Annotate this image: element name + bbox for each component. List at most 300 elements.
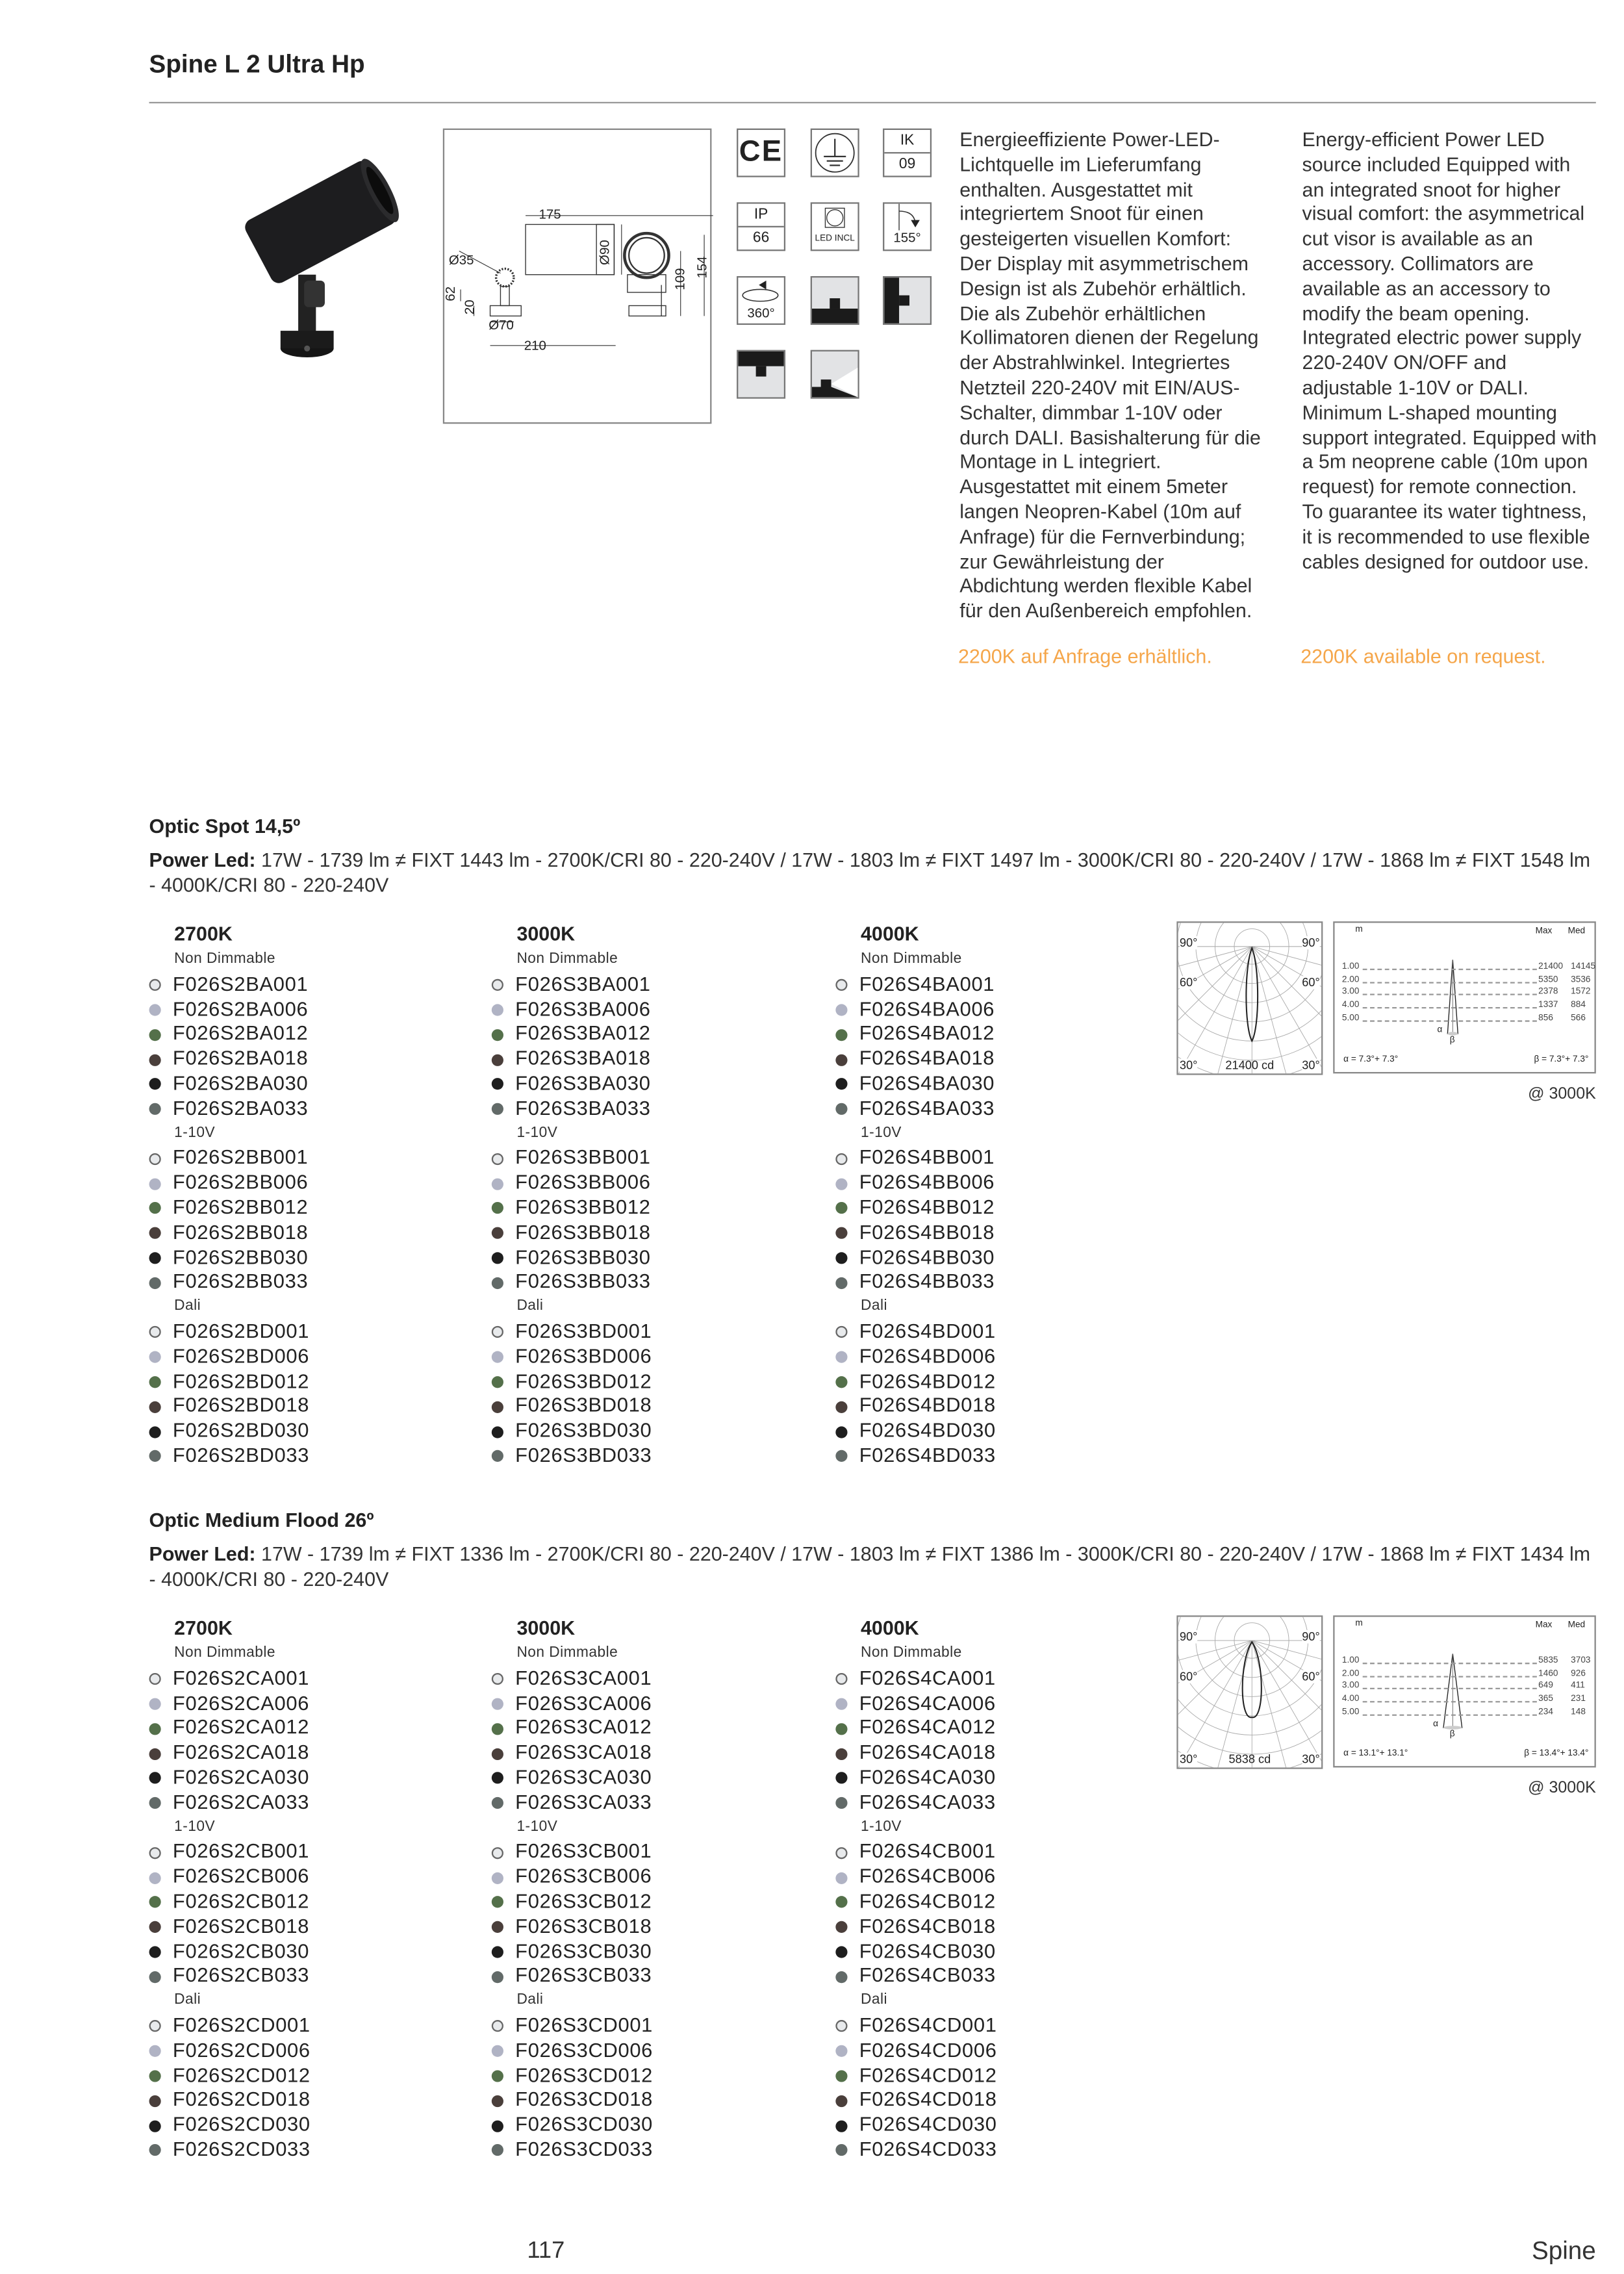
product-code-item[interactable] [492, 1047, 817, 1072]
product-code-item[interactable] [492, 1915, 817, 1939]
med-lux: 3536 [1571, 975, 1591, 985]
finish-color-swatch-icon [492, 1079, 503, 1090]
med-lux: 1572 [1571, 988, 1591, 997]
product-code-item[interactable] [149, 1791, 474, 1815]
product-code-item[interactable] [492, 1791, 817, 1815]
product-code-item[interactable] [492, 1320, 817, 1345]
beta-marker: β [1449, 1036, 1455, 1046]
power-led-spec [149, 1542, 1596, 1592]
finish-color-swatch-icon [492, 1178, 503, 1190]
product-code: F026S4BA001 [859, 973, 995, 995]
product-code-item[interactable] [835, 1320, 1160, 1345]
max-lux: 2378 [1538, 988, 1558, 997]
beta-angle: β = 13.4°+ 13.4° [1524, 1750, 1589, 1759]
max-lux: 234 [1538, 1708, 1553, 1717]
product-code: F026S2BB001 [172, 1146, 309, 1169]
product-code: F026S4CA030 [859, 1766, 996, 1789]
product-code: F026S4CA018 [859, 1741, 996, 1764]
product-code-item[interactable] [492, 1394, 817, 1419]
product-code-item[interactable] [149, 1370, 474, 1394]
product-code: F026S3BB030 [515, 1246, 651, 1268]
power-led-values: 17W - 1739 lm ≠ FIXT 1443 lm - 2700K/CRI 80 - 220-240V / 17W - 1803 lm ≠ FIXT 1497 lm - 3000K/CRI 80 - 220-240V / 17W - 1868 lm ≠ FIXT 1548 lm - 4000K/CRI 80 - 220-240V [149, 849, 1591, 897]
product-photo [233, 145, 418, 366]
product-code-item[interactable] [149, 1097, 474, 1121]
product-code: F026S2CD012 [172, 2063, 311, 2086]
product-code-item[interactable] [835, 2088, 1160, 2113]
finish-color-swatch-icon [492, 979, 503, 991]
product-code-item[interactable] [492, 1072, 817, 1097]
product-code: F026S3CA033 [515, 1791, 652, 1813]
product-code: F026S4CD030 [859, 2113, 997, 2136]
polar-intensity-chart [1176, 921, 1323, 1075]
product-code: F026S2CB033 [172, 1964, 310, 1987]
product-code-item[interactable] [149, 1196, 474, 1221]
product-code: F026S3CD018 [515, 2088, 653, 2111]
product-code: F026S4CB018 [859, 1915, 996, 1937]
product-code: F026S4BA033 [859, 1097, 995, 1119]
product-code: F026S2CB006 [172, 1865, 310, 1887]
product-code: F026S2CD033 [172, 2138, 311, 2160]
polar-intensity-chart [1176, 1615, 1323, 1769]
finish-color-swatch-icon [835, 979, 847, 991]
finish-color-swatch-icon [835, 1004, 847, 1016]
finish-color-swatch-icon [149, 2145, 161, 2156]
illuminance-row [1341, 962, 1596, 973]
product-code: F026S2BD012 [172, 1370, 310, 1392]
product-code: F026S4BA012 [859, 1022, 995, 1045]
dimming-type-label: Non Dimmable [174, 1644, 275, 1661]
ik-value: 09 [898, 156, 916, 173]
finish-color-swatch-icon [492, 1252, 503, 1264]
product-code-item[interactable] [835, 1692, 1160, 1717]
product-code: F026S3BA001 [515, 973, 651, 995]
med-header: Med [1567, 927, 1586, 936]
product-code: F026S4BB033 [859, 1270, 995, 1293]
product-code-item[interactable] [492, 1667, 817, 1691]
description-german: Energieeffiziente Power-LED-Lichtquelle im Lieferumfang enthalten. Ausgestattet mit integriertem Snoot für einen gesteigerten visuellen Komfort: Der Display mit asymmetrischem Design ist als Zubehör erhältlich. Die als Zubehör erhältlichen Kollimatoren dienen der Regelung der Abstrahlwinkel. Integriertes Netzteil 220-240V mit EIN/AUS-Schalter, dimmbar 1-10V oder durch DALI. Basishalterung für die Montage in L integriert. Ausgestattet mit einem 5meter langen Neopren-Kabel (10m auf Anfrage) für die Fernverbindung; zur Gewährleistung der Abdichtung werden flexible Kabel für den Außenbereich empfohlen. [959, 128, 1261, 622]
product-code-item[interactable] [149, 2014, 474, 2039]
product-code-item[interactable] [492, 1965, 817, 1989]
finish-color-swatch-icon [149, 1178, 161, 1190]
distance: 2.00 [1341, 975, 1360, 985]
product-code: F026S2BA001 [172, 973, 309, 995]
ik-label: IK [884, 130, 930, 153]
illuminance-row [1342, 1013, 1593, 1025]
product-code-item[interactable] [149, 1890, 474, 1915]
finish-color-swatch-icon [835, 1872, 847, 1884]
product-code: F026S4BB030 [859, 1246, 995, 1268]
finish-color-swatch-icon [835, 1748, 847, 1759]
max-lux: 1460 [1538, 1669, 1558, 1679]
product-code-item[interactable] [492, 2088, 817, 2113]
cct-heading: 4000K [860, 923, 919, 945]
cct-column-3000K [492, 1617, 817, 2163]
finish-color-swatch-icon [492, 1376, 503, 1388]
product-code-item[interactable] [835, 1667, 1160, 1691]
product-code-item[interactable] [149, 1394, 474, 1419]
product-code: F026S3CB018 [515, 1915, 652, 1937]
med-lux: 566 [1571, 1014, 1586, 1023]
product-code-item[interactable] [149, 1246, 474, 1270]
product-code-item[interactable] [149, 1865, 474, 1890]
angle-label-30-right: 30° [1302, 1058, 1320, 1072]
product-code-item[interactable] [835, 1965, 1160, 1989]
power-led-spec [149, 848, 1596, 898]
product-code-item[interactable] [149, 2039, 474, 2063]
product-code-item[interactable] [835, 1196, 1160, 1221]
finish-color-swatch-icon [492, 1425, 503, 1437]
product-code-item[interactable] [149, 2138, 474, 2163]
dimming-type-label: Dali [860, 1992, 887, 2009]
product-code: F026S2CA018 [172, 1741, 310, 1764]
product-code-item[interactable] [835, 1865, 1160, 1890]
finish-color-swatch-icon [492, 1971, 503, 1982]
finish-color-swatch-icon [492, 1797, 503, 1809]
product-code-item[interactable] [492, 1146, 817, 1171]
product-code-item[interactable] [835, 1047, 1160, 1072]
product-code-item[interactable] [835, 1221, 1160, 1246]
product-code-item[interactable] [835, 1394, 1160, 1419]
finish-color-swatch-icon [835, 2120, 847, 2132]
product-code-item[interactable] [835, 1939, 1160, 1964]
illuminance-row [1342, 1668, 1593, 1680]
finish-color-swatch-icon [835, 2021, 847, 2032]
finish-color-swatch-icon [835, 1723, 847, 1735]
product-code: F026S3CD033 [515, 2138, 653, 2160]
product-code-item[interactable] [835, 1890, 1160, 1915]
product-code: F026S2CB012 [172, 1889, 310, 1913]
finish-color-swatch-icon [492, 2070, 503, 2082]
med-lux: 14145 [1571, 962, 1596, 972]
product-code: F026S3BA033 [515, 1097, 651, 1119]
product-code-item[interactable] [149, 2063, 474, 2088]
product-code: F026S2CA001 [172, 1667, 310, 1689]
ik-rating-icon [883, 129, 932, 177]
dimension-d70: Ø70 [488, 317, 514, 333]
max-lux: 5350 [1538, 975, 1558, 985]
product-code: F026S2BA018 [172, 1047, 309, 1069]
illuminance-row [1342, 974, 1593, 986]
product-code-item[interactable] [149, 1221, 474, 1246]
dimming-type-label: Dali [516, 1992, 544, 2009]
product-code-item[interactable] [835, 1766, 1160, 1791]
finish-color-swatch-icon [835, 1351, 847, 1363]
finish-color-swatch-icon [835, 1772, 847, 1784]
note-english: 2200K available on request. [1300, 645, 1546, 668]
product-code-item[interactable] [835, 1791, 1160, 1815]
med-lux: 3703 [1571, 1656, 1591, 1666]
finish-color-swatch-icon [149, 1029, 161, 1041]
product-code: F026S3CD030 [515, 2113, 653, 2136]
product-code-item[interactable] [149, 1717, 474, 1741]
product-code-item[interactable] [835, 2114, 1160, 2138]
product-code-item[interactable] [149, 973, 474, 997]
finish-color-swatch-icon [492, 1723, 503, 1735]
product-code-item[interactable] [149, 1444, 474, 1469]
finish-color-swatch-icon [492, 1029, 503, 1041]
product-code-item[interactable] [835, 1146, 1160, 1171]
product-code-item[interactable] [149, 1692, 474, 1717]
product-code: F026S2BD006 [172, 1344, 310, 1367]
product-code: F026S3CD006 [515, 2039, 653, 2062]
product-code: F026S4CB001 [859, 1840, 996, 1863]
product-code-item[interactable] [492, 2039, 817, 2063]
product-code-item[interactable] [835, 1171, 1160, 1196]
product-code-item[interactable] [149, 1146, 474, 1171]
dimension-d35: Ø35 [448, 252, 474, 268]
illuminance-row [1342, 1681, 1593, 1693]
product-code-item[interactable] [835, 1717, 1160, 1741]
cct-heading: 4000K [860, 1616, 919, 1639]
finish-color-swatch-icon [149, 1054, 161, 1066]
product-code-item[interactable] [835, 1072, 1160, 1097]
product-code: F026S3BD030 [515, 1419, 652, 1442]
angle-label-60-right: 60° [1302, 976, 1320, 990]
product-code-item[interactable] [835, 1841, 1160, 1865]
dimension-109: 109 [672, 268, 687, 290]
product-code-item[interactable] [835, 1345, 1160, 1370]
product-code-item[interactable] [492, 1419, 817, 1444]
product-code-item[interactable] [149, 1345, 474, 1370]
product-code: F026S4CB030 [859, 1939, 996, 1962]
alpha-marker: α [1437, 1026, 1443, 1036]
finish-color-swatch-icon [149, 1797, 161, 1809]
product-code-item[interactable] [492, 1939, 817, 1964]
product-code-item[interactable] [835, 1246, 1160, 1270]
product-code-item[interactable] [835, 1419, 1160, 1444]
product-code-item[interactable] [835, 2138, 1160, 2163]
finish-color-swatch-icon [835, 1897, 847, 1908]
product-code-item[interactable] [492, 2063, 817, 2088]
finish-color-swatch-icon [149, 1351, 161, 1363]
max-lux: 21400 [1538, 962, 1564, 972]
product-code-item[interactable] [835, 1270, 1160, 1295]
finish-color-swatch-icon [835, 1252, 847, 1264]
product-code: F026S3CB012 [515, 1889, 652, 1913]
product-code-item[interactable] [149, 1047, 474, 1072]
product-code-item[interactable] [835, 2063, 1160, 2088]
product-code: F026S3CB033 [515, 1964, 652, 1987]
ce-mark-icon: CE [737, 129, 785, 177]
product-code-item[interactable] [492, 1841, 817, 1865]
finish-color-swatch-icon [149, 1946, 161, 1958]
angle-label-90-left: 90° [1179, 936, 1198, 950]
product-code-item[interactable] [492, 1717, 817, 1741]
product-code-item[interactable] [149, 1915, 474, 1939]
section-title: Optic Spot 14,5º [149, 815, 301, 837]
finish-color-swatch-icon [492, 1748, 503, 1759]
power-led-label: Power Led: [149, 849, 256, 871]
product-code-item[interactable] [149, 1270, 474, 1295]
finish-color-swatch-icon [835, 1327, 847, 1338]
product-code-item[interactable] [492, 1023, 817, 1047]
product-code-item[interactable] [149, 1766, 474, 1791]
product-code-item[interactable] [149, 1023, 474, 1047]
product-code: F026S4CD006 [859, 2039, 997, 2062]
finish-color-swatch-icon [835, 2045, 847, 2057]
angle-label-60-right: 60° [1302, 1670, 1320, 1683]
product-code: F026S2CB018 [172, 1915, 310, 1937]
wall-mount-icon [883, 276, 932, 325]
finish-color-swatch-icon [492, 1872, 503, 1884]
distance: 1.00 [1341, 962, 1360, 972]
dimming-type-label: Dali [174, 1992, 201, 2009]
ip-value: 66 [752, 230, 770, 247]
product-code-item[interactable] [149, 1741, 474, 1766]
finish-color-swatch-icon [149, 1748, 161, 1759]
product-code-item[interactable] [492, 1692, 817, 1717]
divider [149, 102, 1596, 103]
power-led-label: Power Led: [149, 1542, 256, 1566]
finish-color-swatch-icon [149, 2021, 161, 2032]
product-code: F026S2BA030 [172, 1071, 309, 1095]
finish-color-swatch-icon [149, 1698, 161, 1710]
dimming-type-label: Dali [860, 1298, 887, 1315]
product-code-item[interactable] [492, 1370, 817, 1394]
product-code-item[interactable] [149, 1072, 474, 1097]
product-code-item[interactable] [149, 2088, 474, 2113]
finish-color-swatch-icon [492, 1772, 503, 1784]
finish-color-swatch-icon [835, 1227, 847, 1239]
product-code-item[interactable] [149, 1841, 474, 1865]
product-code: F026S4BB018 [859, 1220, 995, 1244]
product-code-item[interactable] [492, 1444, 817, 1469]
product-code-item[interactable] [835, 1023, 1160, 1047]
finish-color-swatch-icon [149, 1897, 161, 1908]
finish-color-swatch-icon [835, 1153, 847, 1164]
product-code-item[interactable] [492, 1246, 817, 1270]
med-lux: 926 [1571, 1669, 1586, 1679]
cct-column-3000K [492, 923, 817, 1468]
product-code: F026S4BD012 [859, 1370, 996, 1392]
finish-color-swatch-icon [149, 1227, 161, 1239]
cct-heading: 3000K [516, 923, 576, 945]
product-code: F026S4BD030 [859, 1419, 996, 1442]
product-code-item[interactable] [835, 1915, 1160, 1939]
product-code-item[interactable] [492, 1270, 817, 1295]
product-code-item[interactable] [492, 1097, 817, 1121]
angle-label-90-right: 90° [1302, 936, 1320, 950]
product-code-item[interactable] [149, 1419, 474, 1444]
product-code: F026S3BA030 [515, 1071, 651, 1095]
product-code-item[interactable] [835, 1741, 1160, 1766]
illuminance-row [1342, 987, 1593, 999]
angle-label-90-left: 90° [1179, 1630, 1198, 1644]
product-code-item[interactable] [149, 2114, 474, 2138]
product-code-item[interactable] [492, 1741, 817, 1766]
product-code-item[interactable] [492, 2114, 817, 2138]
dimming-type-label: 1-10V [174, 1819, 216, 1835]
product-code-item[interactable] [492, 973, 817, 997]
product-code-item[interactable] [835, 1370, 1160, 1394]
ceiling-mount-icon [737, 350, 785, 399]
product-code-item[interactable] [149, 1667, 474, 1691]
finish-color-swatch-icon [835, 1054, 847, 1066]
product-code-item[interactable] [835, 2039, 1160, 2063]
product-code-item[interactable] [149, 1965, 474, 1989]
product-code-item[interactable] [835, 997, 1160, 1022]
product-code-item[interactable] [492, 2014, 817, 2039]
dimension-62: 62 [442, 286, 458, 301]
product-code: F026S2CA012 [172, 1716, 310, 1739]
med-lux: 411 [1571, 1682, 1585, 1692]
product-code-item[interactable] [492, 2138, 817, 2163]
note-german: 2200K auf Anfrage erhältlich. [958, 645, 1212, 668]
product-code-item[interactable] [492, 997, 817, 1022]
product-code-item[interactable] [492, 1196, 817, 1221]
product-code-item[interactable] [149, 1320, 474, 1345]
product-code-item[interactable] [149, 1171, 474, 1196]
max-lux: 649 [1538, 1682, 1553, 1692]
angle-label-30-right: 30° [1302, 1752, 1320, 1767]
product-code: F026S4BB001 [859, 1146, 995, 1169]
product-code: F026S4BD033 [859, 1444, 996, 1466]
finish-color-swatch-icon [492, 1401, 503, 1412]
dimension-175: 175 [539, 207, 561, 222]
finish-color-swatch-icon [835, 1376, 847, 1388]
product-code-item[interactable] [492, 1221, 817, 1246]
finish-color-swatch-icon [835, 1079, 847, 1090]
product-code: F026S4CD033 [859, 2138, 997, 2160]
product-code-item[interactable] [492, 1865, 817, 1890]
finish-color-swatch-icon [835, 1277, 847, 1288]
finish-color-swatch-icon [492, 2120, 503, 2132]
unit-label: m [1355, 1620, 1363, 1629]
rotation-label: 360° [747, 305, 775, 321]
product-code-item[interactable] [835, 1444, 1160, 1469]
product-code-item[interactable] [835, 2014, 1160, 2039]
product-code: F026S2BD001 [172, 1320, 310, 1342]
product-code-item[interactable] [149, 1939, 474, 1964]
dimension-20: 20 [462, 300, 477, 315]
product-code-item[interactable] [835, 973, 1160, 997]
product-code-item[interactable] [492, 1345, 817, 1370]
product-code: F026S2CD001 [172, 2013, 311, 2036]
product-code-item[interactable] [492, 1171, 817, 1196]
product-title: Spine L 2 Ultra Hp [149, 50, 365, 79]
finish-color-swatch-icon [835, 1946, 847, 1958]
dimming-type-label: Dali [174, 1298, 201, 1315]
product-code: F026S4CD012 [859, 2063, 997, 2086]
finish-color-swatch-icon [492, 1451, 503, 1463]
alpha-marker: α [1433, 1720, 1438, 1730]
finish-color-swatch-icon [835, 1971, 847, 1982]
ip-rating-icon [737, 202, 785, 251]
finish-color-swatch-icon [492, 1921, 503, 1933]
finish-color-swatch-icon [492, 1103, 503, 1115]
finish-color-swatch-icon [149, 2045, 161, 2057]
product-code: F026S4BD006 [859, 1344, 996, 1367]
product-code: F026S3CD012 [515, 2063, 653, 2086]
finish-color-swatch-icon [835, 2145, 847, 2156]
product-code: F026S4BA030 [859, 1071, 995, 1095]
dimming-type-label: Non Dimmable [516, 951, 618, 967]
product-code-item[interactable] [835, 1097, 1160, 1121]
finish-color-swatch-icon [835, 2070, 847, 2082]
product-code: F026S4BD001 [859, 1320, 996, 1342]
dimension-d90: Ø90 [597, 240, 613, 265]
product-code-item[interactable] [492, 1766, 817, 1791]
dimming-type-label: 1-10V [860, 1819, 902, 1835]
product-code-item[interactable] [149, 997, 474, 1022]
finish-color-swatch-icon [149, 1425, 161, 1437]
cct-heading: 3000K [516, 1616, 576, 1639]
product-code: F026S4CA012 [859, 1716, 996, 1739]
distance: 2.00 [1341, 1669, 1360, 1679]
finish-color-swatch-icon [835, 1203, 847, 1214]
med-lux: 884 [1571, 1001, 1586, 1010]
product-code-item[interactable] [492, 1890, 817, 1915]
